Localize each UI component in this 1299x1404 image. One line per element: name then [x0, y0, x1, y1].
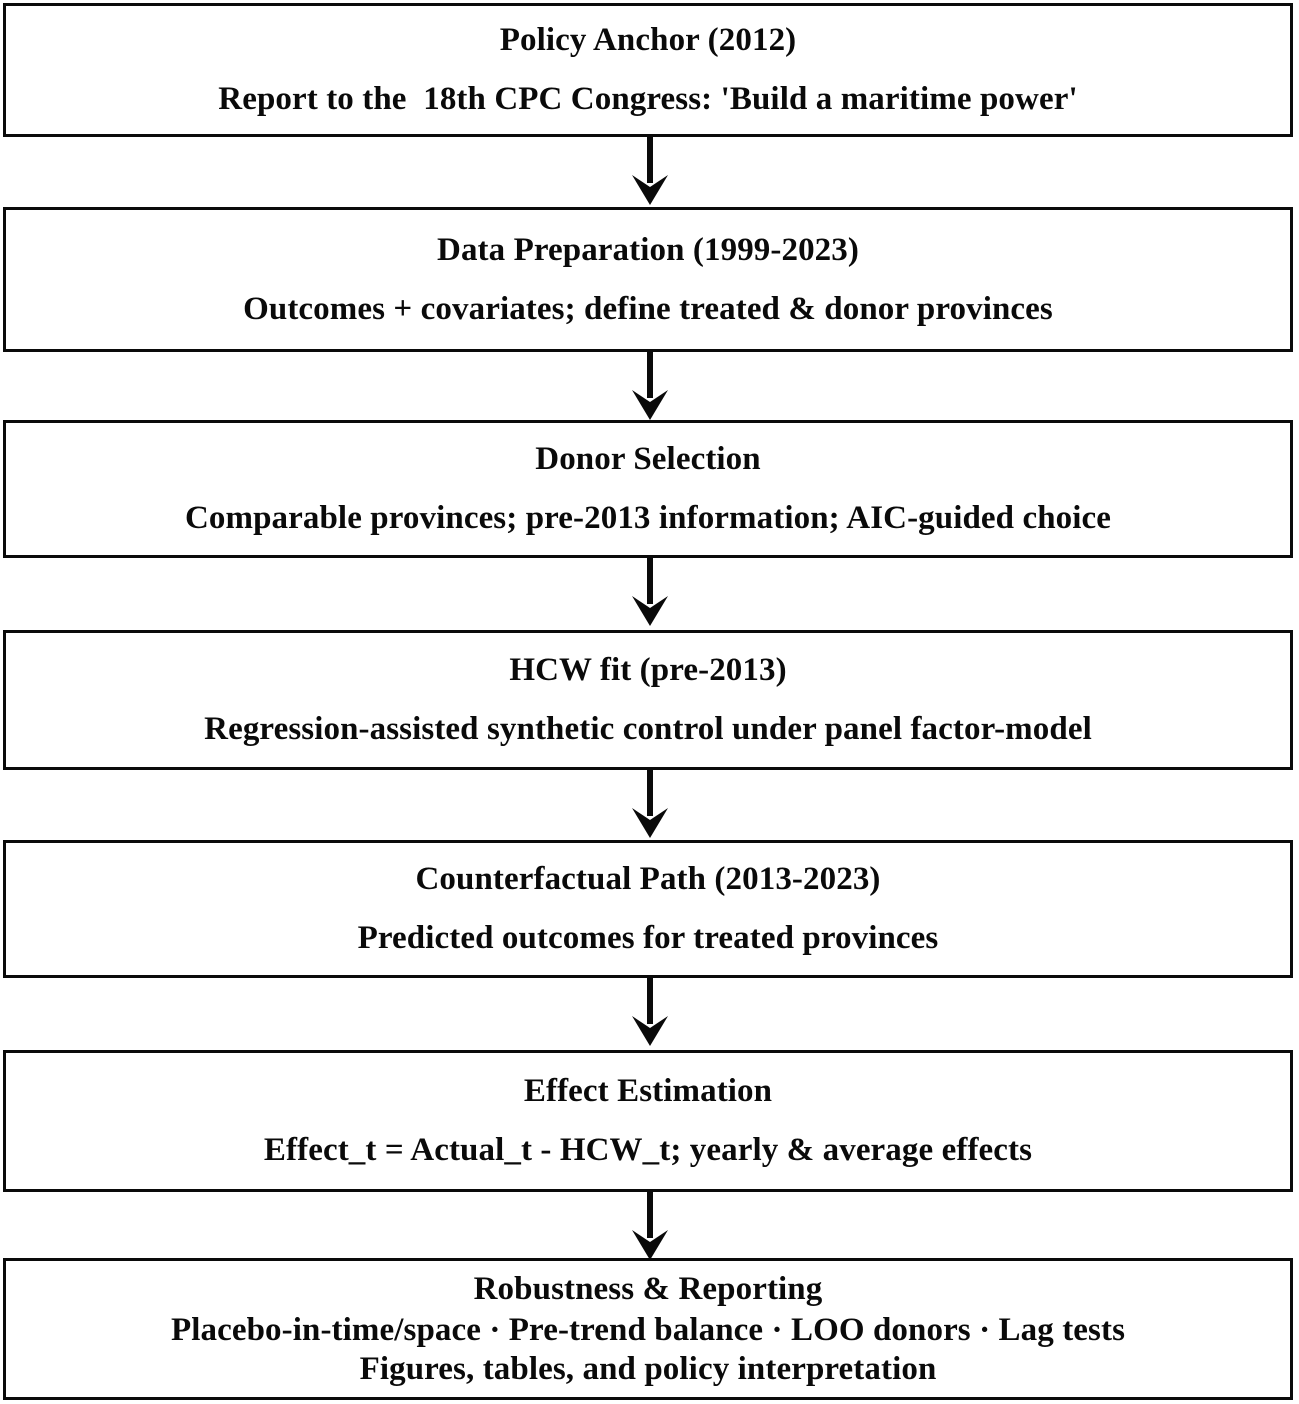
node-title: Data Preparation (1999-2023)	[437, 231, 859, 268]
down-arrow-icon	[628, 558, 672, 628]
node-title: Robustness & Reporting	[473, 1270, 823, 1307]
flow-node-donor-selection[interactable]	[3, 420, 1293, 558]
node-title: Effect Estimation	[523, 1073, 773, 1109]
node-subtitle: Comparable provinces; pre-2013 information; AIC-guided choice	[184, 500, 1112, 536]
flow-node-hcw-fit[interactable]	[3, 630, 1293, 770]
down-arrow-icon	[628, 978, 672, 1048]
node-title: HCW fit (pre-2013)	[509, 652, 787, 688]
down-arrow-icon	[628, 352, 672, 422]
node-title: Donor Selection	[535, 441, 761, 477]
down-arrow-icon	[628, 137, 672, 207]
node-subtitle: Placebo-in-time/space · Pre-trend balance · LOO donors · Lag tests	[170, 1311, 1126, 1348]
flow-node-effect-estimation[interactable]	[3, 1050, 1293, 1192]
node-subtitle: Effect_t = Actual_t - HCW_t; yearly & average effects	[263, 1132, 1033, 1168]
node-subtitle: Predicted outcomes for treated provinces	[357, 920, 939, 956]
node-title: Policy Anchor (2012)	[499, 22, 797, 58]
node-subtitle: Outcomes + covariates; define treated & donor provinces	[243, 290, 1053, 327]
node-subtitle: Regression-assisted synthetic control under panel factor-model	[204, 711, 1092, 747]
flow-node-policy-anchor[interactable]	[3, 3, 1293, 137]
flow-node-robustness-reporting[interactable]	[3, 1258, 1293, 1400]
flow-node-counterfactual-path[interactable]	[3, 840, 1293, 978]
node-subtitle: Report to the 18th CPC Congress: 'Build a maritime power'	[218, 81, 1078, 117]
down-arrow-icon	[628, 1192, 672, 1262]
node-subtitle-secondary: Figures, tables, and policy interpretation	[359, 1350, 937, 1387]
flow-node-data-preparation[interactable]	[3, 207, 1293, 352]
down-arrow-icon	[628, 770, 672, 840]
node-title: Counterfactual Path (2013-2023)	[415, 861, 881, 897]
